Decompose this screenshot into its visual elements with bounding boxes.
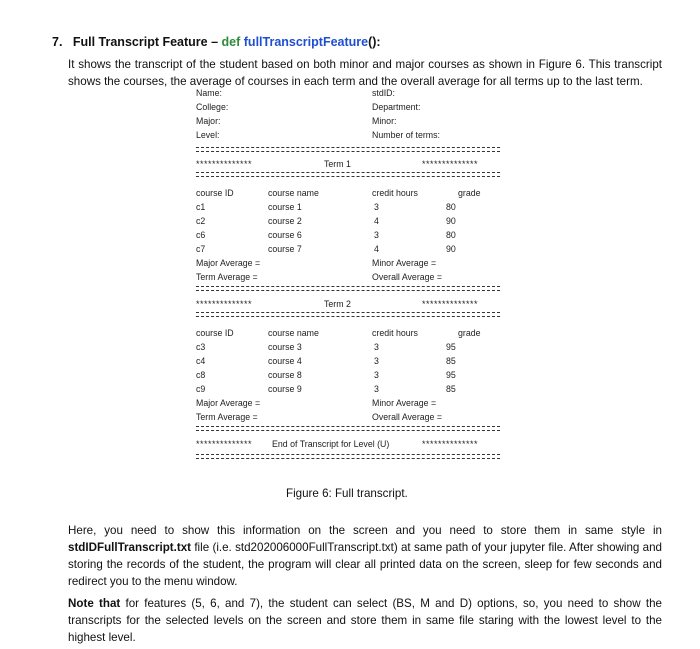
section-number: 7. <box>52 35 63 49</box>
header-credit-hours: credit hours <box>372 188 418 198</box>
stars-left: ************** <box>196 299 253 309</box>
course-name: course 3 <box>268 342 302 352</box>
divider <box>196 426 500 431</box>
term-title: Term 2 <box>324 299 351 309</box>
transcript-figure <box>196 88 500 464</box>
info-name-label: Name: <box>196 88 222 98</box>
grade: 80 <box>446 202 456 212</box>
info-department-label: Department: <box>372 102 421 112</box>
course-id: c7 <box>196 244 206 254</box>
divider <box>196 172 500 177</box>
header-grade: grade <box>458 328 481 338</box>
divider <box>196 454 500 459</box>
info-major-label: Major: <box>196 116 221 126</box>
grade: 85 <box>446 356 456 366</box>
course-name: course 1 <box>268 202 302 212</box>
info-level-label: Level: <box>196 130 220 140</box>
grade: 95 <box>446 342 456 352</box>
table-row <box>196 230 500 243</box>
overall-average-label: Overall Average = <box>372 412 443 422</box>
divider <box>196 147 500 152</box>
table-row <box>196 384 500 397</box>
course-name: course 9 <box>268 384 302 394</box>
info-stdid-label: stdID: <box>372 88 395 98</box>
header-grade: grade <box>458 188 481 198</box>
divider <box>196 286 500 291</box>
function-parens: (): <box>368 35 381 49</box>
term-title: Term 1 <box>324 159 351 169</box>
filename: stdIDFullTranscript.txt <box>68 541 192 554</box>
storage-text-1: Here, you need to show this information on the screen and you need to store them in same style in <box>68 524 662 537</box>
course-name: course 2 <box>268 216 302 226</box>
course-id: c3 <box>196 342 206 352</box>
course-id: c9 <box>196 384 206 394</box>
credit-hours: 3 <box>374 202 379 212</box>
section-heading <box>52 35 381 49</box>
term-average-label: Term Average = <box>196 412 258 422</box>
figure-caption: Figure 6: Full transcript. <box>286 487 408 500</box>
table-row <box>196 356 500 369</box>
table-row <box>196 370 500 383</box>
course-id: c6 <box>196 230 206 240</box>
header-course-name: course name <box>268 188 319 198</box>
intro-paragraph: It shows the transcript of the student based on both minor and major courses as shown in Figure 6. This transcript shows the courses, the average of courses in each term and the overall average for all terms up to the last term. <box>68 58 662 88</box>
info-college-label: College: <box>196 102 229 112</box>
stars-left: ************** <box>196 439 253 449</box>
table-row <box>196 244 500 257</box>
major-average-label: Major Average = <box>196 258 261 268</box>
stars-left: ************** <box>196 159 253 169</box>
credit-hours: 3 <box>374 384 379 394</box>
grade: 85 <box>446 384 456 394</box>
table-row <box>196 342 500 355</box>
course-name: course 4 <box>268 356 302 366</box>
term-average-label: Term Average = <box>196 272 258 282</box>
overall-average-label: Overall Average = <box>372 272 443 282</box>
header-credit-hours: credit hours <box>372 328 418 338</box>
credit-hours: 3 <box>374 342 379 352</box>
grade: 80 <box>446 230 456 240</box>
major-average-label: Major Average = <box>196 398 261 408</box>
header-course-id: course ID <box>196 188 234 198</box>
divider <box>196 312 500 317</box>
credit-hours: 3 <box>374 370 379 380</box>
note-paragraph <box>68 595 662 646</box>
note-label: Note that <box>68 597 121 610</box>
course-id: c8 <box>196 370 206 380</box>
course-id: c2 <box>196 216 206 226</box>
end-of-transcript-text: End of Transcript for Level (U) <box>272 439 390 449</box>
grade: 95 <box>446 370 456 380</box>
header-course-id: course ID <box>196 328 234 338</box>
storage-paragraph <box>68 522 662 590</box>
course-name: course 8 <box>268 370 302 380</box>
grade: 90 <box>446 216 456 226</box>
function-name: fullTranscriptFeature <box>243 35 369 49</box>
course-id: c1 <box>196 202 206 212</box>
credit-hours: 3 <box>374 230 379 240</box>
course-name: course 6 <box>268 230 302 240</box>
section-title: Full Transcript Feature – <box>72 35 219 49</box>
minor-average-label: Minor Average = <box>372 398 437 408</box>
storage-text-2: file (i.e. std202006000FullTranscript.txt) at same path of your jupyter file. After showing and storing the records of the student, the program will clear all printed data on the screen, sleep for few seconds and redirect you to the menu window. <box>68 541 662 588</box>
stars-right: ************** <box>422 439 479 449</box>
info-terms-label: Number of terms: <box>372 130 440 140</box>
stars-right: ************** <box>422 299 479 309</box>
note-text: for features (5, 6, and 7), the student can select (BS, M and D) options, so, you need to show the transcripts for the selected levels on the screen and store them in same file staring with the lowest level to the highest level. <box>68 597 662 644</box>
stars-right: ************** <box>422 159 479 169</box>
credit-hours: 4 <box>374 216 379 226</box>
def-keyword: def <box>221 35 241 49</box>
grade: 90 <box>446 244 456 254</box>
credit-hours: 3 <box>374 356 379 366</box>
info-minor-label: Minor: <box>372 116 397 126</box>
course-name: course 7 <box>268 244 302 254</box>
header-course-name: course name <box>268 328 319 338</box>
course-id: c4 <box>196 356 206 366</box>
table-row <box>196 202 500 215</box>
minor-average-label: Minor Average = <box>372 258 437 268</box>
credit-hours: 4 <box>374 244 379 254</box>
table-row <box>196 216 500 229</box>
